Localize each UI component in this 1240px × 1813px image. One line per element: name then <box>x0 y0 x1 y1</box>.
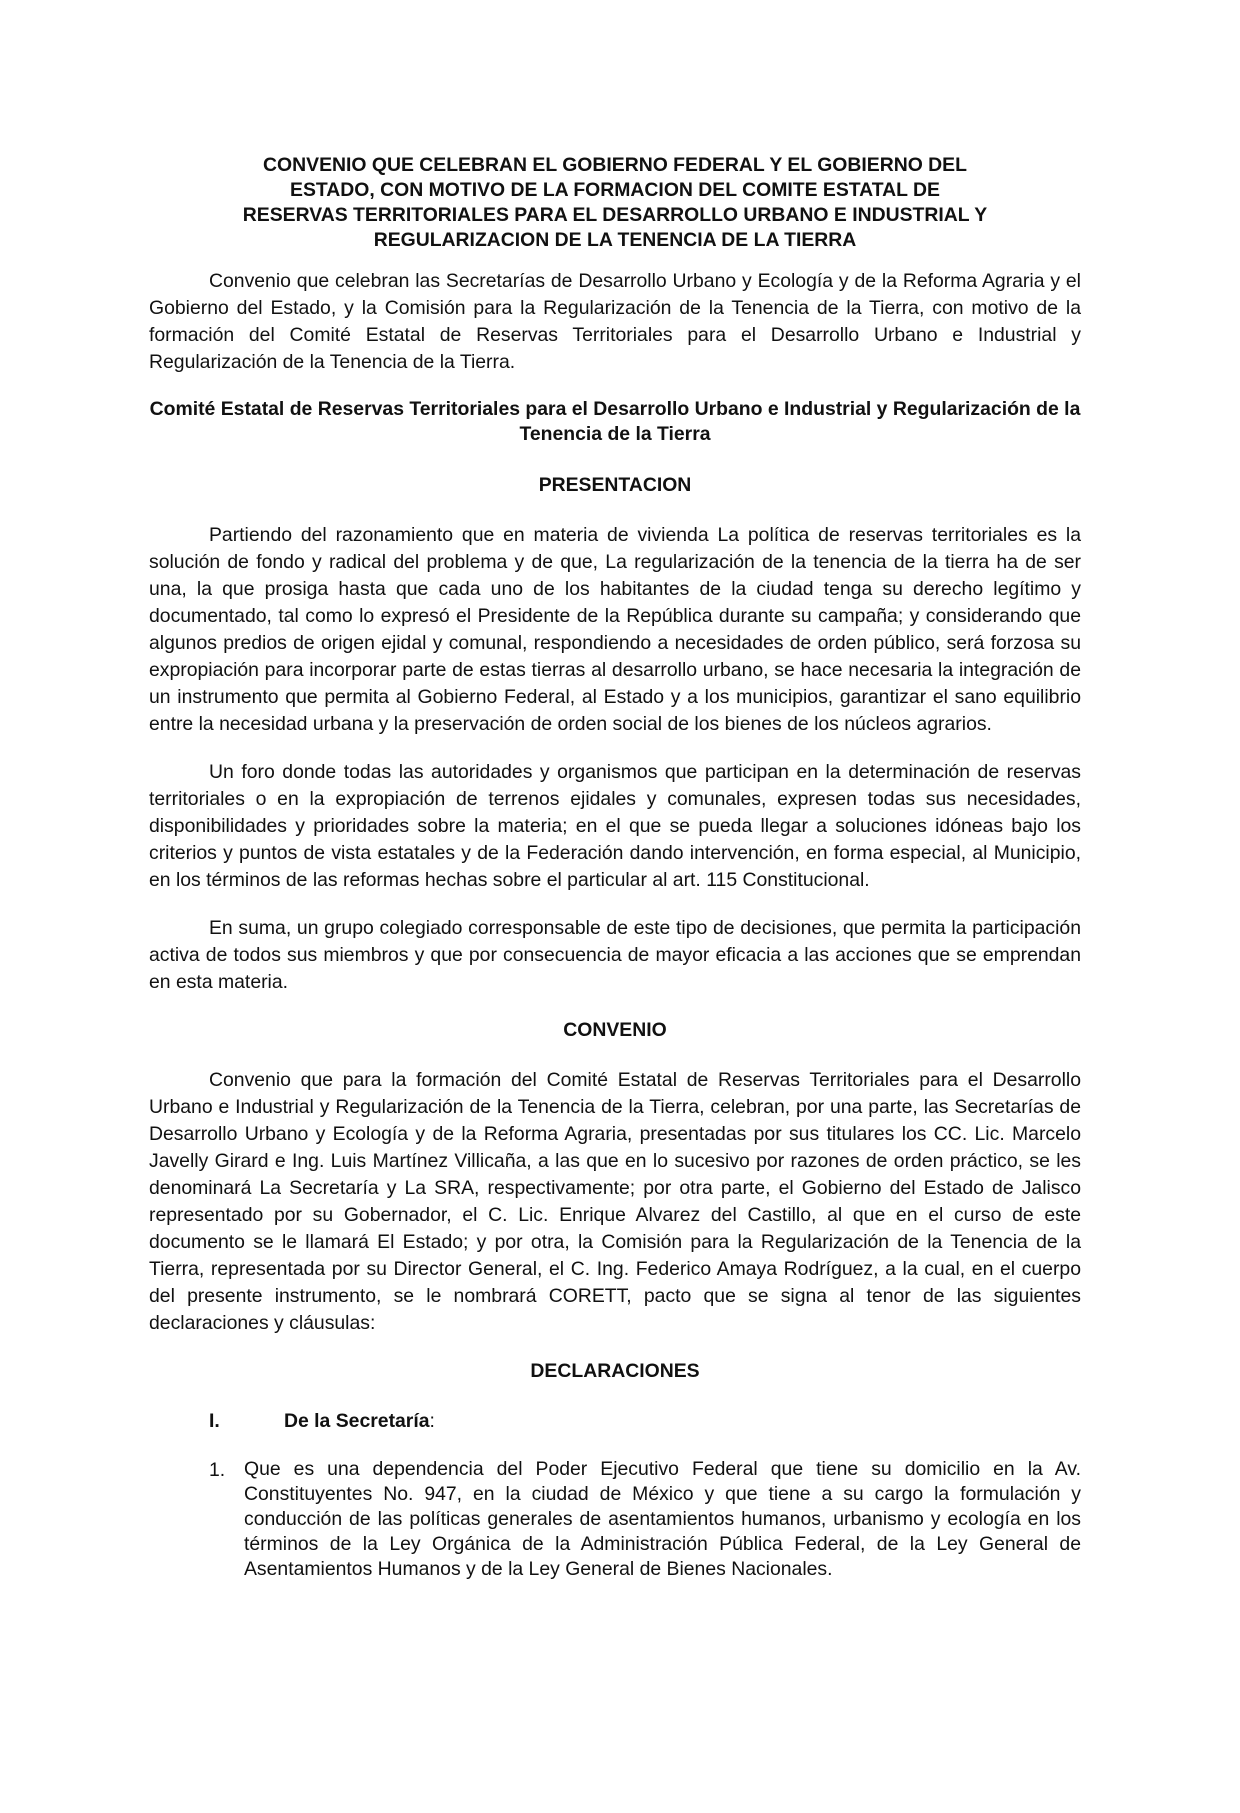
presentacion-paragraph-3: En suma, un grupo colegiado corresponsable de este tipo de decisiones, que permita la participación activa de todos sus miembros y que por consecuencia de mayor eficacia a las acciones que se emprendan en esta materia. <box>149 917 1081 993</box>
declaration-section-title <box>284 1408 435 1435</box>
declaration-section-colon: : <box>429 1410 435 1432</box>
declaraciones-heading: DECLARACIONES <box>530 1360 700 1382</box>
committee-subtitle: Comité Estatal de Reservas Territoriales para el Desarrollo Urbano e Industrial y Regularización de la Tenencia de la Tierra <box>149 398 1081 445</box>
presentacion-paragraph-1: Partiendo del razonamiento que en materia de vivienda La política de reservas territoriales es la solución de fondo y radical del problema y de que, La regularización de la tenencia de la tierra ha de ser una, la que prosiga hasta que cada uno de los habitantes de la ciudad tenga su derecho legítimo y documentado, tal como lo expresó el Presidente de la República durante su campaña; y considerando que algunos predios de origen ejidal y comunal, respondiendo a necesidades de orden público, será forzosa su expropiación para incorporar parte de estas tierras al desarrollo urbano, se hace necesaria la integración de un instrumento que permita al Gobierno Federal, al Estado y a los municipios, garantizar el sano equilibrio entre la necesidad urbana y la preservación de orden social de los bienes de los núcleos agrarios. <box>149 524 1081 735</box>
presentacion-heading: PRESENTACION <box>538 474 692 496</box>
declaration-section-title-text: De la Secretaría <box>284 1410 430 1432</box>
intro-paragraph: Convenio que celebran las Secretarías de Desarrollo Urbano y Ecología y de la Reforma Agraria y el Gobierno del Estado, y la Comisión para la Regularización de la Tenencia de la Tierra, con motivo de la formación del Comité Estatal de Reservas Territoriales para el Desarrollo Urbano e Industrial y Regularización de la Tenencia de la Tierra. <box>149 270 1081 373</box>
presentacion-paragraph-2: Un foro donde todas las autoridades y organismos que participan en la determinación de reservas territoriales o en la expropiación de terrenos ejidales y comunales, expresen todas sus necesidades, disponibilidades y prioridades sobre la materia; en el que se pueda llegar a soluciones idóneas bajo los criterios y puntos de vista estatales y de la Federación dando intervención, en forma especial, al Municipio, en los términos de las reformas hechas sobre el particular al art. 115 Constitucional. <box>149 761 1081 891</box>
declaration-section-heading <box>209 1408 1081 1435</box>
convenio-heading: CONVENIO <box>563 1019 667 1041</box>
document-title: CONVENIO QUE CELEBRAN EL GOBIERNO FEDERAL Y EL GOBIERNO DEL ESTADO, CON MOTIVO DE LA FORMACION DEL COMITE ESTATAL DE RESERVAS TERRITORIALES PARA EL DESARROLLO URBANO E INDUSTRIAL Y REGULARIZACION DE LA TENENCIA DE LA TIERRA <box>242 154 988 251</box>
list-item-text: Que es una dependencia del Poder Ejecutivo Federal que tiene su domicilio en la Av. Constituyentes No. 947, en la ciudad de México y que tiene a su cargo la formulación y conducción de las políticas generales de asentamientos humanos, urbanismo y ecología en los términos de la Ley Orgánica de la Administración Pública Federal, de la Ley General de Asentamientos Humanos y de la Ley General de Bienes Nacionales. <box>244 1458 1081 1580</box>
list-item-number: 1. <box>209 1459 226 1481</box>
convenio-paragraph: Convenio que para la formación del Comité Estatal de Reservas Territoriales para el Desarrollo Urbano e Industrial y Regularización de la Tenencia de la Tierra, celebran, por una parte, las Secretarías de Desarrollo Urbano y Ecología y de la Reforma Agraria, presentadas por sus titulares los CC. Lic. Marcelo Javelly Girard e Ing. Luis Martínez Villicaña, a las que en lo sucesivo por razones de orden práctico, se les denominará La Secretaría y La SRA, respectivamente; por otra parte, el Gobierno del Estado de Jalisco representado por su Gobernador, el C. Lic. Enrique Alvarez del Castillo, al que en el curso de este documento se le llamará El Estado; y por otra, la Comisión para la Regularización de la Tenencia de la Tierra, representada por su Director General, el C. Ing. Federico Amaya Rodríguez, a la cual, en el cuerpo del presente instrumento, se le nombrará CORETT, pacto que se signa al tenor de las siguientes declaraciones y cláusulas: <box>149 1069 1081 1334</box>
declaration-list-item <box>209 1457 1081 1582</box>
declaration-section-number: I. <box>209 1410 220 1432</box>
document-page <box>149 153 1081 1582</box>
